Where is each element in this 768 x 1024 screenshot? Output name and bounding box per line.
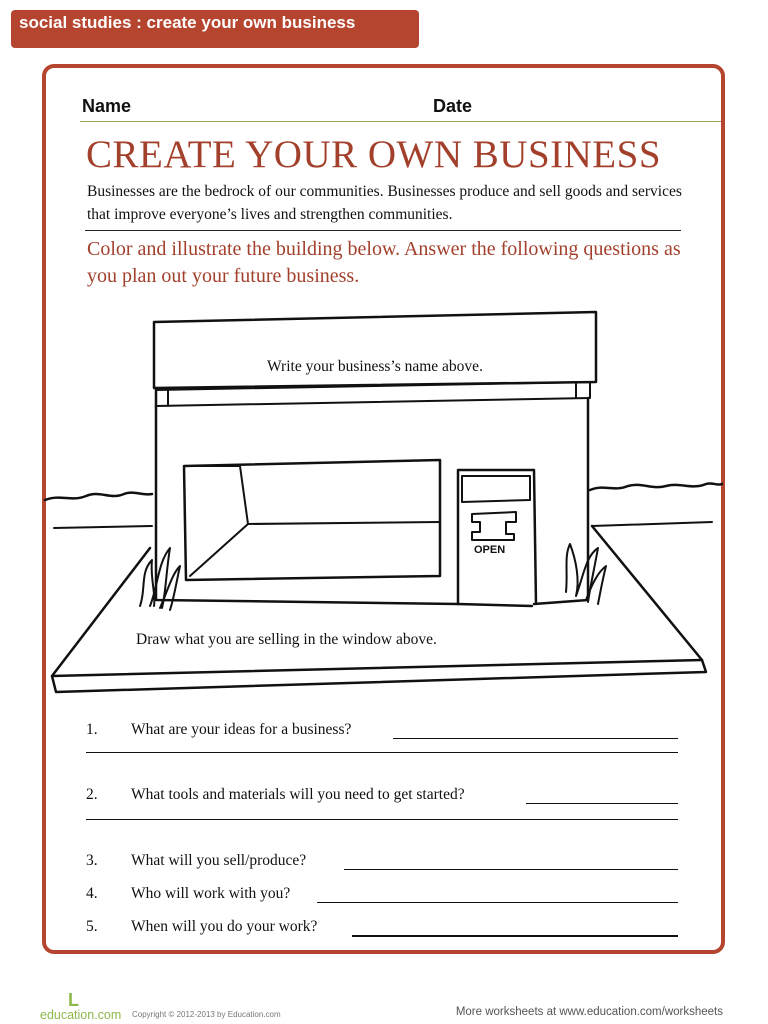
sidewalk-edge bbox=[52, 660, 702, 676]
building-body bbox=[156, 398, 588, 606]
more-worksheets-link[interactable]: More worksheets at www.education.com/worksheets bbox=[455, 1006, 723, 1018]
door-window bbox=[462, 476, 530, 502]
answer-blank[interactable] bbox=[526, 803, 678, 804]
door-frame bbox=[458, 470, 536, 604]
answer-blank[interactable] bbox=[344, 869, 678, 870]
awning bbox=[156, 382, 590, 406]
answer-blank[interactable] bbox=[317, 902, 678, 903]
instructions-text: Color and illustrate the building below. Answer the following questions as you plan out your future business. bbox=[87, 238, 681, 287]
worksheet-title: CREATE YOUR OWN BUSINESS bbox=[86, 133, 662, 176]
answer-line[interactable] bbox=[86, 819, 678, 820]
grass-right bbox=[566, 544, 606, 604]
copyright-text: Copyright © 2012-2013 by Education.com bbox=[132, 1010, 281, 1019]
answer-line[interactable] bbox=[86, 752, 678, 753]
answer-blank[interactable] bbox=[352, 935, 678, 937]
question-number: 3. bbox=[86, 852, 98, 869]
horizon-right bbox=[590, 483, 722, 490]
intro-text: Businesses are the bedrock of our communities. Businesses produce and sell goods and services that improve everyone’s lives and strengthen communities. bbox=[87, 183, 682, 223]
question-text: What will you sell/produce? bbox=[131, 852, 307, 869]
display-window bbox=[184, 460, 440, 580]
date-label: Date bbox=[433, 96, 473, 116]
name-label: Name bbox=[82, 96, 132, 116]
question-number: 1. bbox=[86, 721, 98, 738]
horizon-right-lower bbox=[592, 522, 712, 526]
open-sign-text: OPEN bbox=[474, 544, 506, 556]
subject-tab: social studies : create your own business bbox=[11, 10, 419, 48]
logo-text: education.com bbox=[40, 1008, 122, 1022]
question-text: Who will work with you? bbox=[131, 885, 291, 902]
horizon-left bbox=[45, 493, 152, 500]
question-number: 2. bbox=[86, 786, 98, 803]
education-logo-icon: L bbox=[68, 990, 79, 1010]
horizon-left-lower bbox=[54, 526, 152, 528]
sign-caption: Write your business’s name above. bbox=[267, 358, 483, 375]
question-text: What are your ideas for a business? bbox=[131, 721, 352, 738]
question-number: 5. bbox=[86, 918, 98, 935]
question-text: What tools and materials will you need to get started? bbox=[131, 786, 465, 803]
question-text: When will you do your work? bbox=[131, 918, 318, 935]
open-sign-hanger bbox=[472, 512, 516, 540]
window-caption: Draw what you are selling in the window above. bbox=[136, 631, 437, 648]
question-number: 4. bbox=[86, 885, 98, 902]
answer-blank[interactable] bbox=[393, 738, 678, 739]
